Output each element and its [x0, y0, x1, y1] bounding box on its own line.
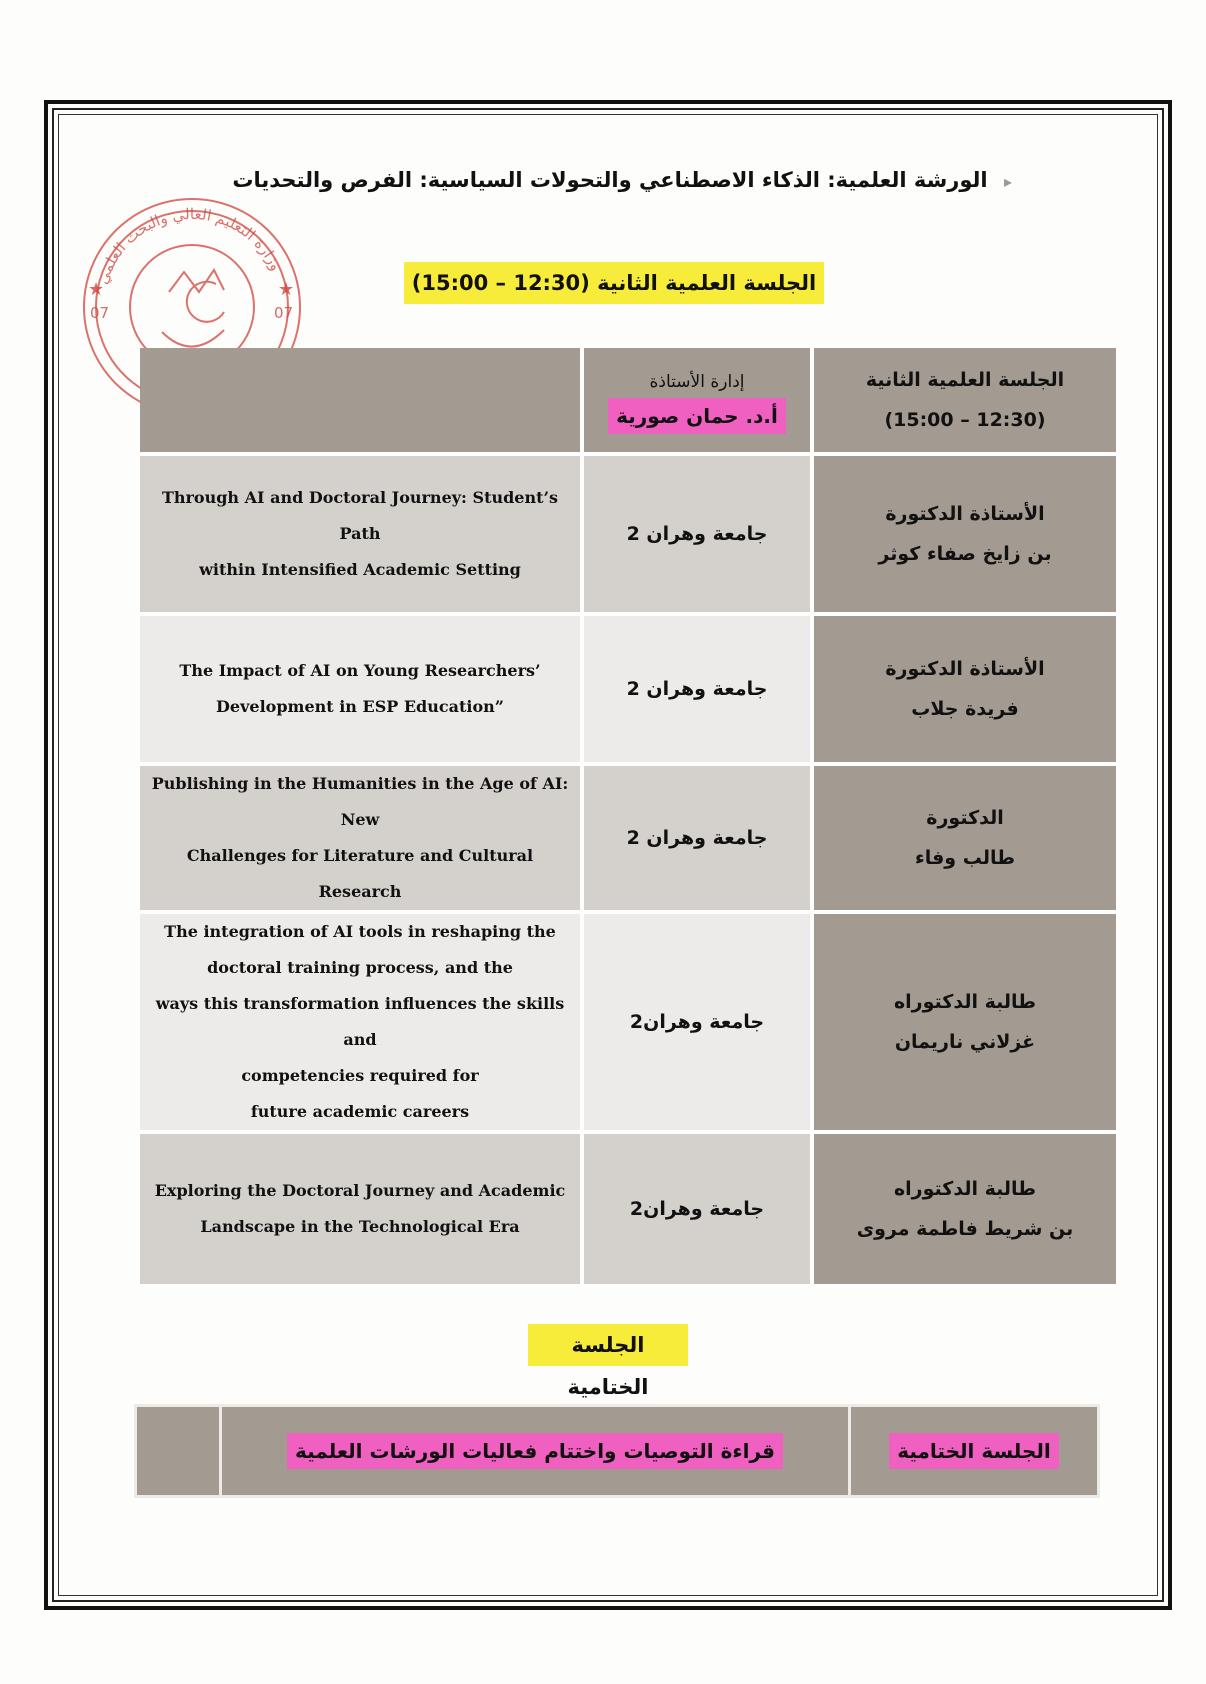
topic-line: future academic careers	[250, 1102, 470, 1121]
stamp-star-left-icon: ★	[88, 279, 105, 300]
topic-line: Exploring the Doctoral Journey and Academic	[154, 1181, 566, 1200]
speaker-title: طالبة الدكتوراه	[893, 1178, 1037, 1200]
table-row	[140, 456, 1116, 612]
program-table	[136, 344, 1120, 1288]
speaker-name: طالب وفاء	[915, 847, 1015, 869]
header-session-cell	[814, 348, 1116, 452]
speaker-title: الدكتورة	[926, 807, 1004, 829]
topic-line: doctoral training process, and the	[207, 958, 513, 977]
speaker-title: طالبة الدكتوراه	[893, 991, 1037, 1013]
topic-line: Challenges for Literature and Cultural Research	[186, 846, 534, 901]
speaker-cell	[814, 766, 1116, 910]
closing-description-cell	[221, 1406, 850, 1497]
topic-line: within Intensified Academic Setting	[199, 560, 521, 579]
chair-label: إدارة الأستاذة	[649, 372, 745, 392]
table-row	[140, 766, 1116, 910]
speaker-cell	[814, 914, 1116, 1130]
speaker-title: الأستاذة الدكتورة	[885, 503, 1045, 525]
page-title: الورشة العلمية: الذكاء الاصطناعي والتحولات السياسية: الفرص والتحديات	[232, 168, 988, 192]
speaker-cell	[814, 456, 1116, 612]
stamp-arc-text: وزارة التعليم العالي والبحث العلمي	[93, 204, 286, 287]
closing-session-cell	[850, 1406, 1099, 1497]
university-cell: جامعة وهران 2	[584, 766, 810, 910]
university-cell: جامعة وهران2	[584, 914, 810, 1130]
chair-name: أ.د. حمان صورية	[608, 398, 786, 434]
topic-line: ways this transformation influences the skills and	[155, 994, 565, 1049]
stamp-star-right-icon: ★	[278, 279, 295, 300]
program-header-row	[140, 348, 1116, 452]
header-session-name: الجلسة العلمية الثانية	[865, 369, 1065, 391]
university-cell: جامعة وهران 2	[584, 456, 810, 612]
speaker-name: بن شريط فاطمة مروى	[856, 1218, 1074, 1240]
header-session-time: (12:30 – 15:00)	[884, 409, 1046, 431]
speaker-name: بن زايخ صفاء كوثر	[878, 543, 1052, 565]
title-bullet-icon: ▸	[1004, 172, 1013, 191]
header-chair-cell	[584, 348, 810, 452]
topic-line: Publishing in the Humanities in the Age of AI: New	[151, 774, 569, 829]
topic-cell	[140, 456, 580, 612]
topic-cell	[140, 1134, 580, 1284]
topic-line: The integration of AI tools in reshaping the	[164, 922, 556, 941]
stamp-left-number: 07	[90, 304, 110, 322]
topic-cell	[140, 616, 580, 762]
closing-description: قراءة التوصيات واختتام فعاليات الورشات العلمية	[287, 1433, 783, 1469]
closing-heading: الجلسة الختامية	[528, 1324, 688, 1366]
speaker-title: الأستاذة الدكتورة	[885, 658, 1045, 680]
speaker-name: غزلاني ناريمان	[894, 1031, 1036, 1053]
session-heading: الجلسة العلمية الثانية (12:30 – 15:00)	[404, 262, 824, 304]
stamp-right-number: 07	[274, 304, 294, 322]
table-row	[140, 616, 1116, 762]
topic-cell	[140, 766, 580, 910]
topic-line: Through AI and Doctoral Journey: Student’s Path	[161, 488, 559, 543]
table-row	[140, 914, 1116, 1130]
table-row	[140, 1134, 1116, 1284]
topic-line: competencies required for	[241, 1066, 479, 1085]
speaker-cell	[814, 1134, 1116, 1284]
topic-line: Landscape in the Technological Era	[200, 1217, 520, 1236]
topic-line: The Impact of AI on Young Researchers’	[179, 661, 541, 680]
university-cell: جامعة وهران2	[584, 1134, 810, 1284]
university-cell: جامعة وهران 2	[584, 616, 810, 762]
closing-empty-cell	[136, 1406, 221, 1497]
topic-line: Development in ESP Education”	[216, 697, 504, 716]
speaker-cell	[814, 616, 1116, 762]
closing-session-name: الجلسة الختامية	[889, 1433, 1059, 1469]
closing-row	[136, 1406, 1099, 1497]
speaker-name: فريدة جلاب	[911, 698, 1019, 720]
header-empty-cell	[140, 348, 580, 452]
closing-table	[134, 1404, 1100, 1498]
topic-cell	[140, 914, 580, 1130]
